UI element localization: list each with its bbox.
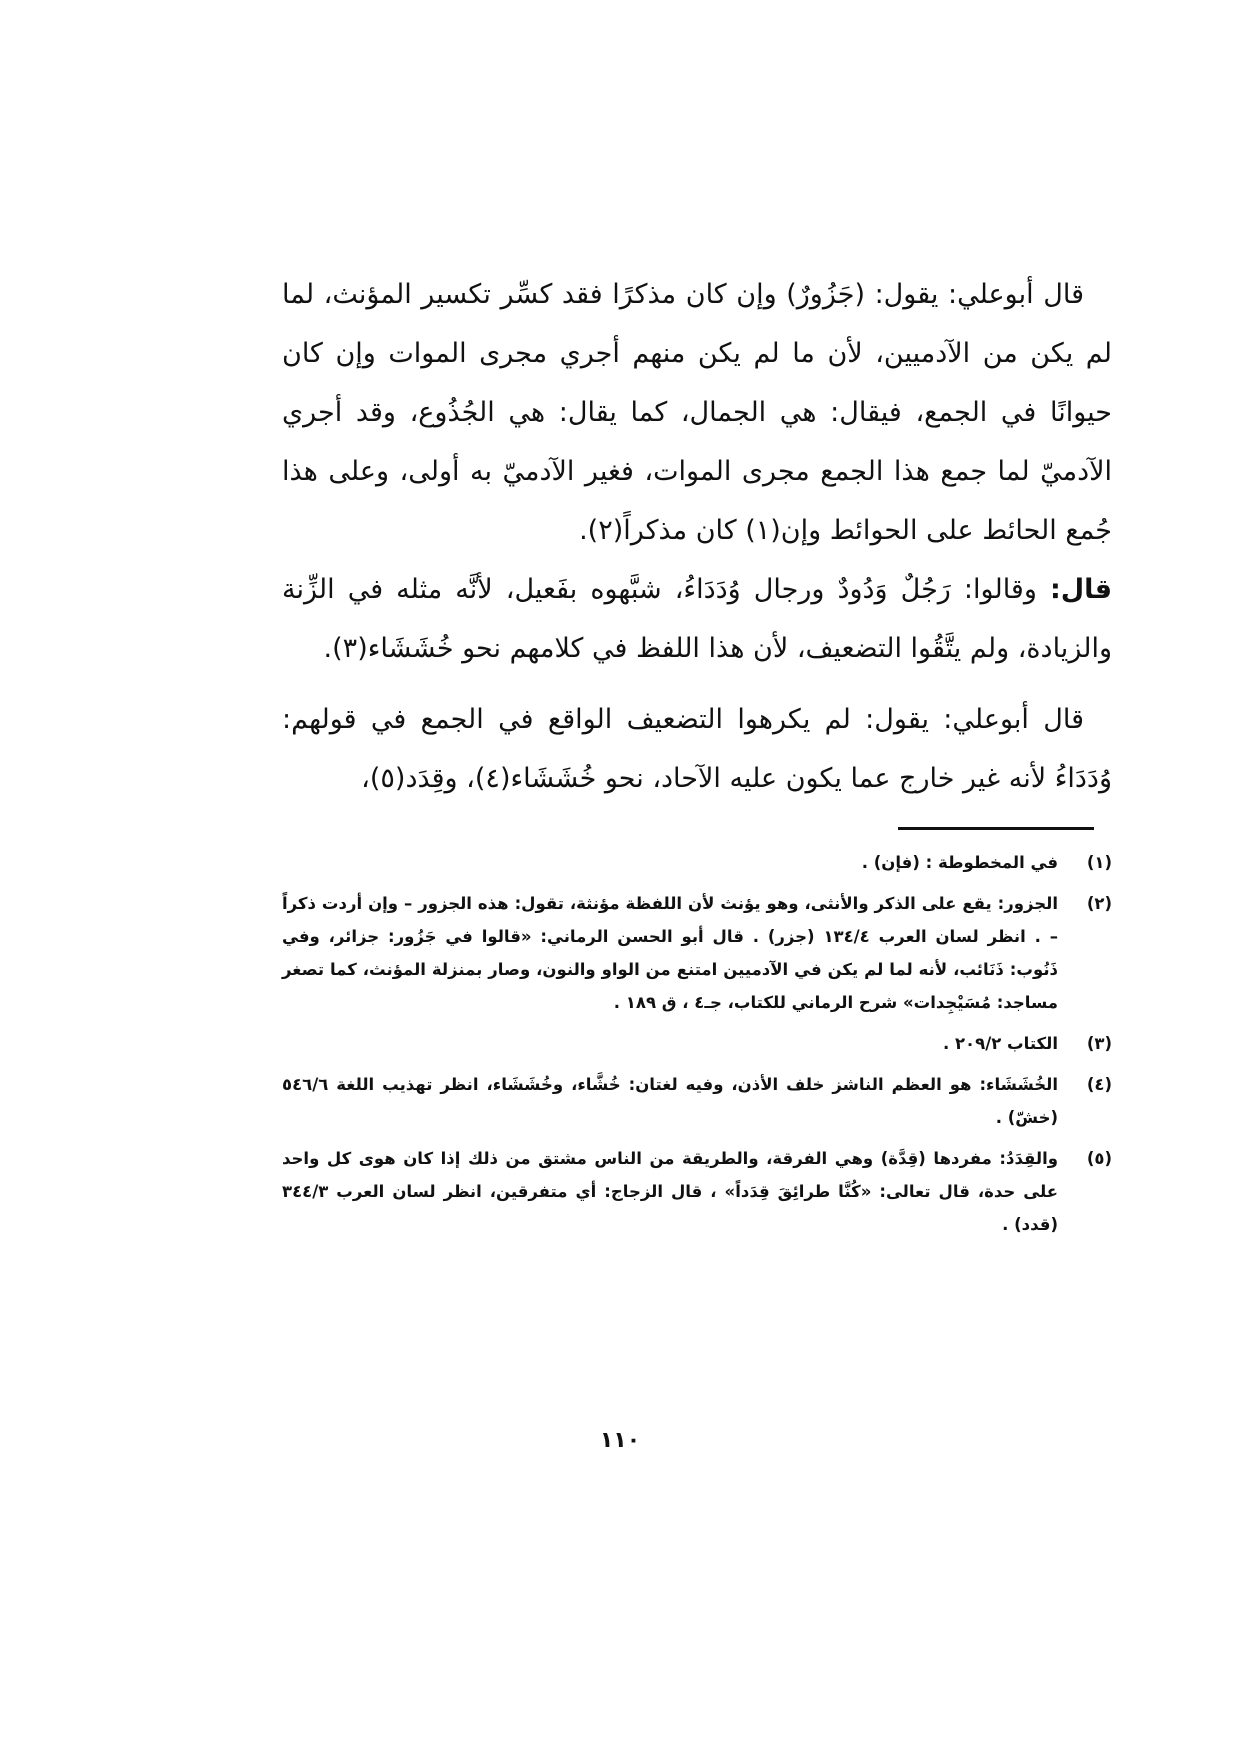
paragraph-2 [282, 560, 1112, 678]
footnote-2 [282, 887, 1112, 1019]
paragraph-1: قال أبوعلي: يقول: (جَزُورٌ) وإن كان مذكرًا فقد كسِّر تكسير المؤنث، لما لم يكن من الآدميين، لأن ما لم يكن منهم أجري مجرى الموات وإن كان حيوانًا في الجمع، فيقال: هي الجمال، كما يقال: هي الجُذُوع، وقد أجري الآدميّ لما جمع هذا الجمع مجرى الموات، فغير الآدميّ به أولى، وعلى هذا جُمع الحائط على الحوائط وإن(١) كان مذكراً(٢). [282, 279, 1112, 546]
paragraph-2-label: قال: [1049, 574, 1112, 605]
paragraph-2-text: وقالوا: رَجُلٌ وَدُودٌ ورجال وُدَدَاءُ، شبَّهوه بفَعيل، لأنَّه مثله في الزِّنة والزيادة، ولم يتَّقُوا التضعيف، لأن هذا اللفظ في كلامهم نحو خُشَشَاء(٣). [282, 574, 1112, 664]
footnote-number: (٢) [1086, 894, 1112, 913]
footnote-1 [282, 846, 1112, 879]
footnote-text: في المخطوطة : (فإن) . [861, 853, 1058, 872]
footnote-4 [282, 1068, 1112, 1134]
footnote-text: والقِدَدُ: مفردها (قِدَّة) وهي الفرقة، والطريقة من الناس مشتق من ذلك إذا كان هوى كل واحد على حدة، قال تعالى: «كُنَّا طرائِقَ قِدَداً» ، قال الزجاج: أي متفرقين، انظر لسان العرب ٣٤٤/٣ (قدد) . [282, 1149, 1058, 1234]
page-number: ١١٠ [599, 1428, 641, 1453]
footnote-3 [282, 1027, 1112, 1060]
footnote-number: (١) [1086, 853, 1112, 872]
footnote-number: (٣) [1086, 1034, 1112, 1053]
paragraph-3: قال أبوعلي: يقول: لم يكرهوا التضعيف الواقع في الجمع في قولهم: وُدَدَاءُ لأنه غير خارج عما يكون عليه الآحاد، نحو خُشَشَاء(٤)، وقِدَد(٥)، [282, 704, 1112, 794]
footnote-5 [282, 1142, 1112, 1241]
footnote-number: (٥) [1086, 1149, 1112, 1168]
footnote-text: الكتاب ٢٠٩/٢ . [942, 1034, 1058, 1053]
footnote-separator [898, 827, 1094, 830]
footnote-text: الجزور: يقع على الذكر والأنثى، وهو يؤنث لأن اللفظة مؤنثة، تقول: هذه الجزور – وإن أردت ذكراً – . انظر لسان العرب ١٣٤/٤ (جزر) . قال أبو الحسن الرماني: «قالوا في جَزُور: جزائر، وفي ذَنُوب: ذَنَائب، لأنه لما لم يكن في الآدميين امتنع من الواو والنون، وصار بمنزلة المؤنث، كما تصغر مساجد: مُسَيْجِدات» شرح الرماني للكتاب، جـ٤ ، ق ١٨٩ . [282, 894, 1058, 1012]
footnote-number: (٤) [1086, 1075, 1112, 1094]
main-text [282, 265, 1112, 808]
footnotes [282, 846, 1112, 1249]
footnote-text: الخُشَشَاء: هو العظم الناشز خلف الأذن، وفيه لغتان: خُشَّاء، وخُشَشَاء، انظر تهذيب اللغة ٥٤٦/٦ (خشّ) . [282, 1075, 1058, 1127]
